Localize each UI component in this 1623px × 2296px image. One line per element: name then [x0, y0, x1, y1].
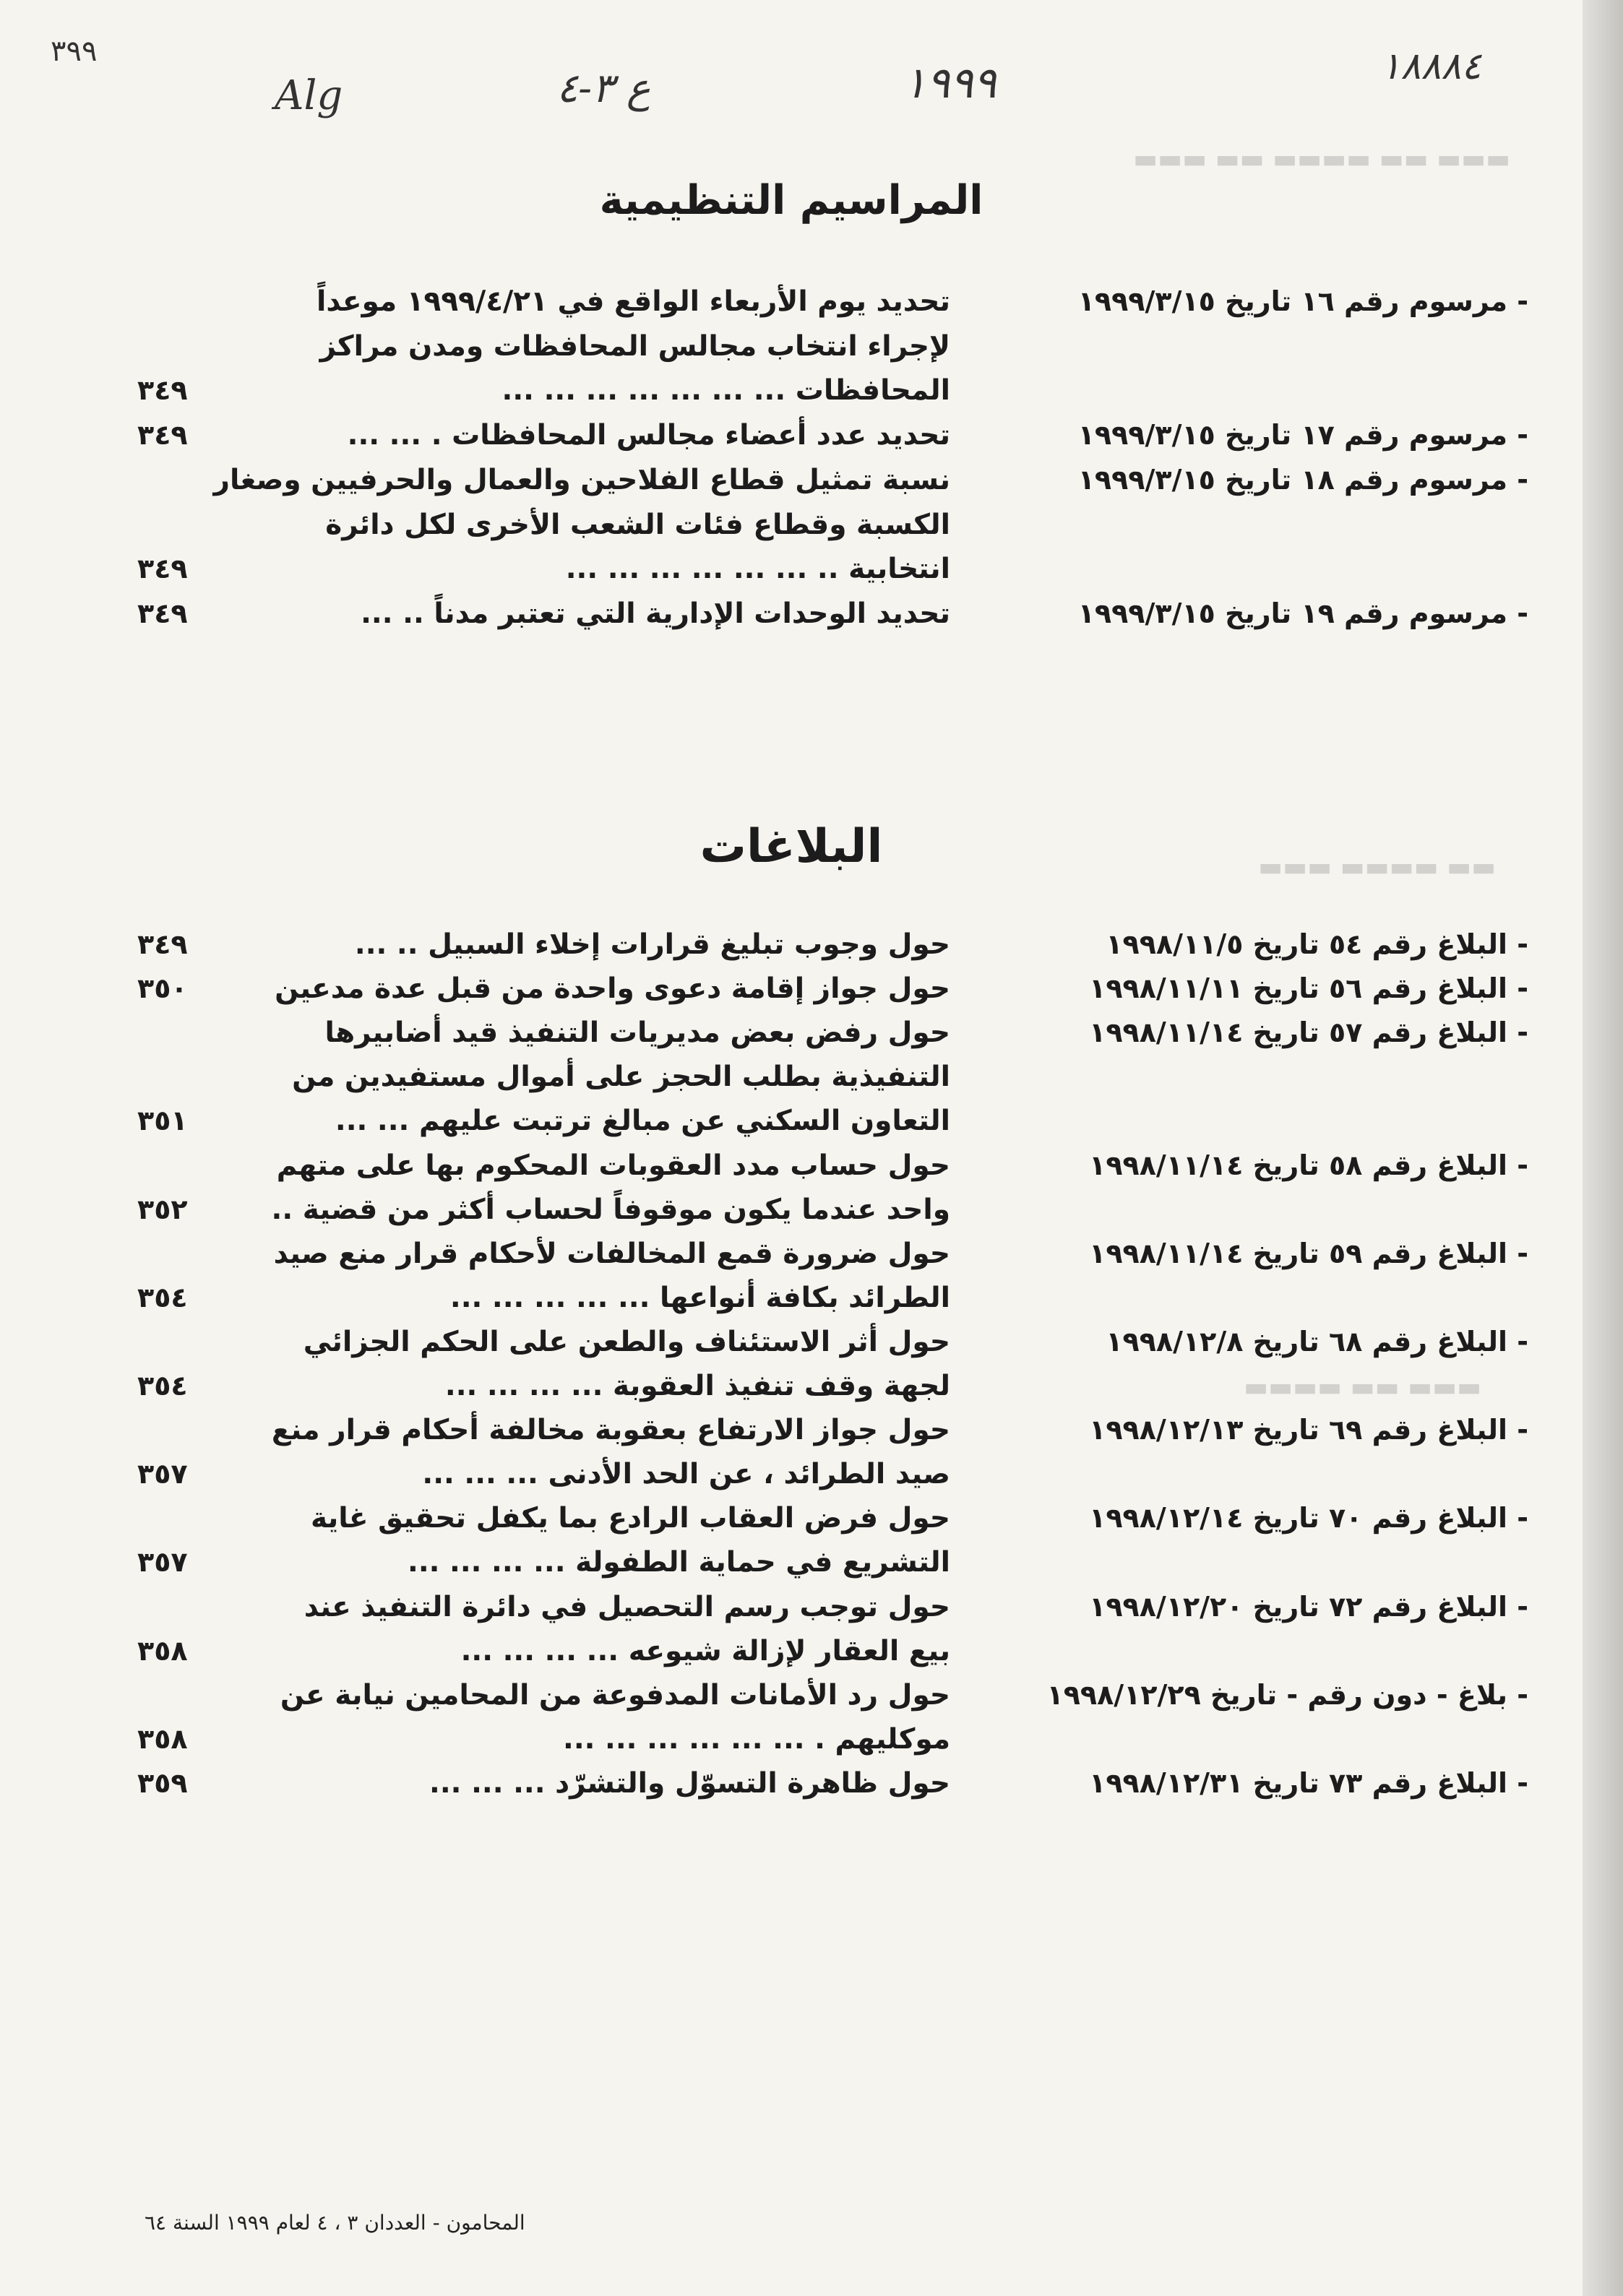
handwritten-number: ١٨٨٨٤ — [1380, 45, 1481, 88]
entry-description: الطرائد بكافة أنواعها ... ... ... ... ... — [449, 1282, 950, 1314]
page-reference: ٣٥٠ — [137, 972, 188, 1004]
table-row — [0, 419, 1583, 465]
entry-description: حول رد الأمانات المدفوعة من المحامين نيابة عن — [280, 1679, 950, 1712]
reference-number: - البلاغ رقم ٧٣ تاريخ ١٩٩٨/١٢/٣١ — [1089, 1767, 1528, 1799]
table-row — [0, 509, 1583, 555]
reference-number: - البلاغ رقم ٧٠ تاريخ ١٩٩٨/١٢/١٤ — [1089, 1502, 1528, 1534]
entry-description: تحديد الوحدات الإدارية التي تعتبر مدناً .. ... — [361, 597, 950, 630]
page-reference: ٣٥٤ — [137, 1282, 188, 1313]
table-row — [0, 1767, 1583, 1813]
table-row — [0, 374, 1583, 420]
table-row — [0, 1149, 1583, 1196]
page-reference: ٣٥٤ — [137, 1370, 188, 1402]
bleed-through-decoration: ▬▬▬ ▬▬ ▬▬▬▬ ▬▬ ▬▬▬ — [1133, 144, 1510, 174]
entry-description: نسبة تمثيل قطاع الفلاحين والعمال والحرفيين وصغار — [213, 464, 950, 496]
entry-description: موكليهم . ... ... ... ... ... ... — [563, 1723, 950, 1756]
table-row — [0, 1370, 1583, 1416]
table-row — [0, 1194, 1583, 1240]
reference-number: - مرسوم رقم ١٨ تاريخ ١٩٩٩/٣/١٥ — [1077, 464, 1528, 496]
table-row — [0, 1105, 1583, 1151]
handwritten-year: ١٩٩٩ — [903, 58, 996, 108]
reference-number: - البلاغ رقم ٥٦ تاريخ ١٩٩٨/١١/١١ — [1089, 972, 1528, 1004]
table-row — [0, 1282, 1583, 1328]
page-reference: ٣٥٨ — [137, 1723, 188, 1755]
reference-number: - مرسوم رقم ١٧ تاريخ ١٩٩٩/٣/١٥ — [1077, 419, 1528, 451]
page-reference: ٣٥٧ — [137, 1458, 188, 1490]
entry-description: حول فرض العقاب الرادع بما يكفل تحقيق غاية — [310, 1502, 950, 1535]
table-row — [0, 330, 1583, 376]
page-reference: ٣٤٩ — [137, 928, 188, 960]
table-row — [0, 1458, 1583, 1504]
page-reference: ٣٥٨ — [137, 1635, 188, 1667]
page-reference: ٣٤٩ — [137, 419, 188, 451]
page-footer: المحامون - العددان ٣ ، ٤ لعام ١٩٩٩ السنة ٦٤ — [145, 2211, 525, 2235]
entry-description: بيع العقار لإزالة شيوعه ... ... ... ... — [460, 1635, 950, 1667]
entry-description: حول جواز الارتفاع بعقوبة مخالفة أحكام قرار منع — [271, 1414, 950, 1446]
handwritten-mark: Alg — [275, 72, 343, 119]
entry-description: التشريع في حماية الطفولة ... ... ... ... — [408, 1546, 950, 1579]
page-reference: ٣٤٩ — [137, 553, 188, 584]
table-row — [0, 972, 1583, 1019]
entry-description: حول رفض بعض مديريات التنفيذ قيد أضابيرها — [324, 1017, 950, 1049]
entry-description: تحديد يوم الأربعاء الواقع في ١٩٩٩/٤/٢١ موعداً — [317, 285, 950, 318]
reference-number: - البلاغ رقم ٧٢ تاريخ ١٩٩٨/١٢/٢٠ — [1089, 1591, 1528, 1623]
entry-description: حول توجب رسم التحصيل في دائرة التنفيذ عند — [303, 1591, 950, 1623]
page-number: ٣٩٩ — [51, 35, 98, 68]
table-row — [0, 1414, 1583, 1460]
page-reference: ٣٤٩ — [137, 597, 188, 629]
entry-description: لجهة وقف تنفيذ العقوبة ... ... ... ... — [444, 1370, 950, 1402]
reference-number: - البلاغ رقم ٥٤ تاريخ ١٩٩٨/١١/٥ — [1106, 928, 1528, 960]
section-title-decrees: المراسيم التنظيمية — [599, 177, 983, 224]
table-row — [0, 1591, 1583, 1637]
page-reference: ٣٤٩ — [137, 374, 188, 406]
bleed-through-decoration: ▬▬ ▬▬▬▬ ▬▬▬ — [1257, 853, 1496, 882]
table-row — [0, 464, 1583, 510]
reference-number: - البلاغ رقم ٥٩ تاريخ ١٩٩٨/١١/١٤ — [1089, 1238, 1528, 1269]
entry-description: صيد الطرائد ، عن الحد الأدنى ... ... ... — [422, 1458, 950, 1490]
entry-description: حول ظاهرة التسوّل والتشرّد ... ... ... — [429, 1767, 950, 1800]
page-reference: ٣٥٢ — [137, 1194, 188, 1225]
table-row — [0, 553, 1583, 599]
table-row — [0, 597, 1583, 644]
entry-description: تحديد عدد أعضاء مجالس المحافظات . ... ... — [347, 419, 950, 452]
reference-number: - مرسوم رقم ١٩ تاريخ ١٩٩٩/٣/١٥ — [1077, 597, 1528, 629]
table-row — [0, 1502, 1583, 1548]
table-row — [0, 1326, 1583, 1372]
entry-description: المحافظات ... ... ... ... ... ... ... — [501, 374, 950, 407]
table-row — [0, 1635, 1583, 1681]
entry-description: الكسبة وقطاع فئات الشعب الأخرى لكل دائرة — [325, 509, 950, 541]
page-reference: ٣٥٩ — [137, 1767, 188, 1799]
table-row — [0, 1723, 1583, 1769]
reference-number: - البلاغ رقم ٥٨ تاريخ ١٩٩٨/١١/١٤ — [1089, 1149, 1528, 1181]
table-row — [0, 1017, 1583, 1063]
reference-number: - البلاغ رقم ٦٨ تاريخ ١٩٩٨/١٢/٨ — [1106, 1326, 1528, 1358]
table-row — [0, 1546, 1583, 1592]
table-row — [0, 1061, 1583, 1107]
reference-number: - مرسوم رقم ١٦ تاريخ ١٩٩٩/٣/١٥ — [1077, 285, 1528, 317]
entry-description: حول حساب مدد العقوبات المحكوم بها على متهم — [276, 1149, 950, 1182]
entry-description: انتخابية .. ... ... ... ... ... ... — [565, 553, 950, 585]
page-reference: ٣٥١ — [137, 1105, 188, 1136]
table-row — [0, 1238, 1583, 1284]
bleed-through-decoration: ▬▬▬ ▬▬ ▬▬▬▬ — [1243, 1373, 1481, 1402]
section-title-circulars: البلاغات — [699, 820, 883, 873]
entry-description: التنفيذية بطلب الحجز على أموال مستفيدين من — [292, 1061, 950, 1093]
page-edge-shadow — [1583, 0, 1623, 2296]
reference-number: - البلاغ رقم ٥٧ تاريخ ١٩٩٨/١١/١٤ — [1089, 1017, 1528, 1048]
entry-description: التعاون السكني عن مبالغ ترتبت عليهم ... ... — [335, 1105, 950, 1137]
reference-number: - البلاغ رقم ٦٩ تاريخ ١٩٩٨/١٢/١٣ — [1089, 1414, 1528, 1446]
entry-description: حول وجوب تبليغ قرارات إخلاء السبيل .. ... — [354, 928, 950, 961]
page-reference: ٣٥٧ — [137, 1546, 188, 1578]
entry-description: حول جواز إقامة دعوى واحدة من قبل عدة مدعين — [275, 972, 950, 1005]
entry-description: حول أثر الاستئناف والطعن على الحكم الجزائي — [303, 1326, 950, 1358]
entry-description: واحد عندما يكون موقوفاً لحساب أكثر من قضية .. — [271, 1194, 950, 1226]
reference-number: - بلاغ - دون رقم - تاريخ ١٩٩٨/١٢/٢٩ — [1046, 1679, 1528, 1711]
table-row — [0, 1679, 1583, 1725]
table-row — [0, 928, 1583, 975]
entry-description: حول ضرورة قمع المخالفات لأحكام قرار منع صيد — [273, 1238, 950, 1270]
table-row — [0, 285, 1583, 332]
entry-description: لإجراء انتخاب مجالس المحافظات ومدن مراكز — [319, 330, 950, 363]
handwritten-issue: ع ٣-٤ — [556, 65, 651, 112]
